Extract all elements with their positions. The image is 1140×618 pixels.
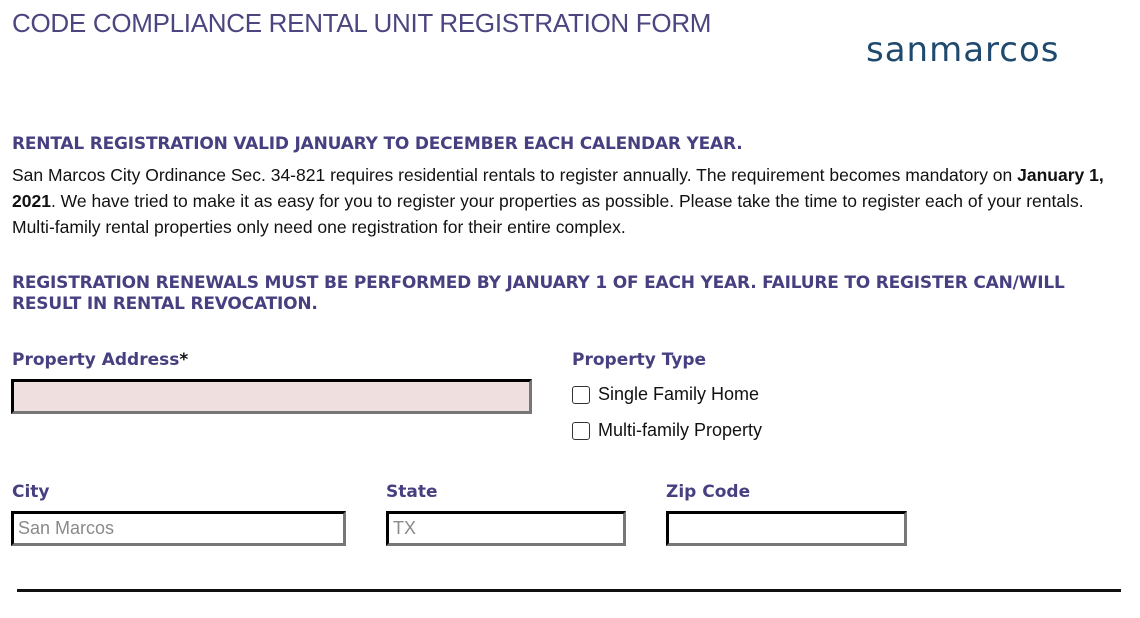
validity-heading: RENTAL REGISTRATION VALID JANUARY TO DECEMBER EACH CALENDAR YEAR. (12, 134, 743, 154)
multi-family-checkbox[interactable] (572, 420, 762, 441)
city-input[interactable] (11, 511, 346, 546)
property-address-input[interactable] (11, 379, 532, 414)
zip-code-input[interactable] (666, 511, 907, 546)
ordinance-paragraph (12, 162, 1122, 240)
checkbox-icon[interactable] (572, 422, 590, 440)
single-family-checkbox[interactable] (572, 384, 759, 405)
property-type-label: Property Type (572, 350, 707, 370)
page-title: CODE COMPLIANCE RENTAL UNIT REGISTRATION FORM (12, 8, 712, 38)
paragraph-text: . We have tried to make it as easy for you to register your properties as possible. Please take the time to register each of your rentals. Multi-family rental properties only need one registration for their entire complex. (12, 191, 1084, 237)
san-marcos-logo: sanmarcos (866, 30, 1060, 70)
paragraph-text: San Marcos City Ordinance Sec. 34-821 requires residential rentals to register annually. The requirement becomes mandatory on (12, 165, 1018, 185)
state-input[interactable] (386, 511, 626, 546)
label-text: Property Address (12, 350, 180, 370)
property-address-label (12, 350, 188, 370)
zip-code-label: Zip Code (666, 482, 751, 502)
checkbox-label: Single Family Home (598, 384, 760, 404)
required-mark: * (179, 350, 189, 370)
renewal-warning: REGISTRATION RENEWALS MUST BE PERFORMED BY JANUARY 1 OF EACH YEAR. FAILURE TO REGISTER CAN/WILL RESULT IN RENTAL REVOCATION. (12, 273, 1065, 314)
checkbox-icon[interactable] (572, 386, 590, 404)
checkbox-label: Multi-family Property (598, 420, 763, 440)
state-label: State (386, 482, 438, 502)
section-divider (17, 589, 1121, 592)
city-label: City (12, 482, 50, 502)
mandatory-date: January 1, 2021 (12, 165, 1104, 211)
